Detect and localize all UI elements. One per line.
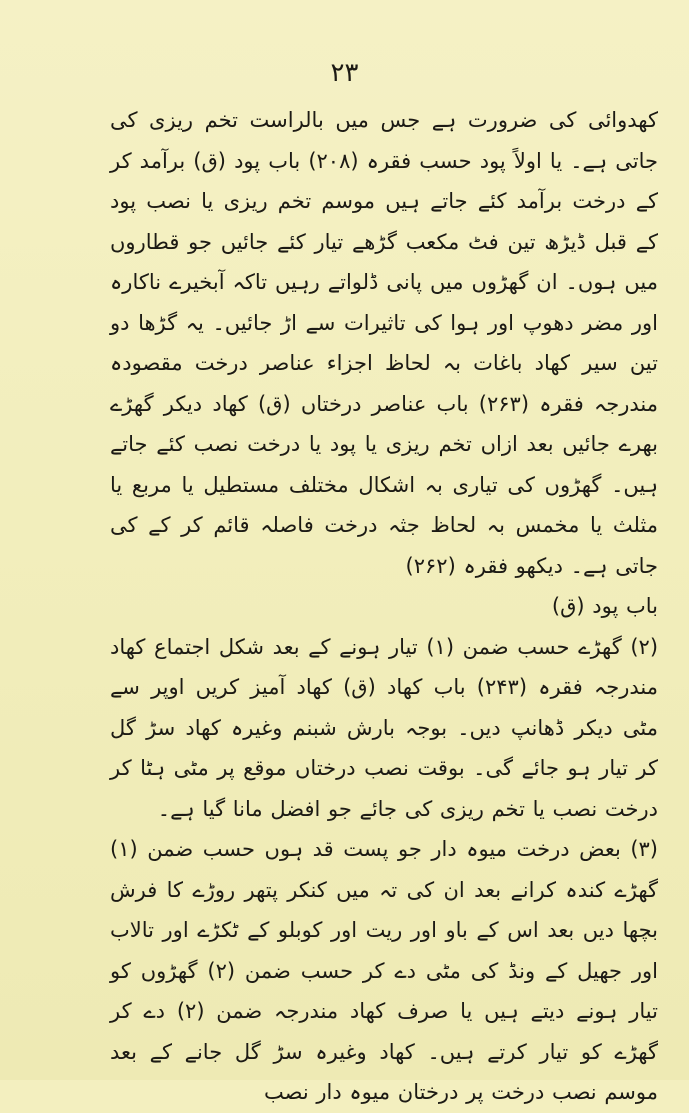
paragraph-1: کھدوائی کی ضرورت ہے جس میں بالراست تخم ریزی کی جاتی ہے۔ یا اولاً پود حسب فقرہ (۲۰۸) باب پود (ق) برآمد کر کے درخت برآمد کئے جاتے ہیں موسم تخم ریزی یا نصب پود کے قبل ڈیڑھ تین فٹ مکعب گڑھے تیار کئے جائیں جو قطاروں میں ہوں۔ ان گھڑوں میں پانی ڈلواتے رہیں تاکہ آبخیرے ناکارہ اور مضر دھوپ اور ہوا کی تاثیرات سے اڑ جائیں۔ یہ گڑھا دو تین سیر کھاد باغات بہ لحاظ اجزاء عناصر درخت مقصودہ مندرجہ فقرہ (۲۶۳) باب عناصر درختاں (ق) کھاد دیکر گھڑے بھرے جائیں بعد ازاں تخم ریزی یا پود یا درخت نصب کئے جاتے ہیں۔ گھڑوں کی تیاری بہ اشکال مختلف مستطیل یا مربع یا مثلث یا مخمس بہ لحاظ جثہ درخت فاصلہ قائم کر کے کی جاتی ہے۔ دیکھو فقرہ (۲۶۲)	[110, 108, 658, 578]
page-number: ۲۳	[330, 58, 359, 88]
paragraph-3: (۳) بعض درخت میوہ دار جو پست قد ہوں حسب ضمن (۱) گھڑے کندہ کرانے بعد ان کی تہ میں کنکر پتھر روڑے کا فرش بچھا دیں بعد اس کے باو اور ریت اور کوبلو کے ٹکڑے اور تالاب اور جھیل کے ونڈ کی مٹی دے کر حسب ضمن (۲) گھڑوں کو تیار ہونے دیتے ہیں یا صرف کھاد مندرجہ ضمن (۲) دے کر گھڑے کو تیار کرتے ہیں۔ کھاد وغیرہ سڑ گل جانے کے بعد موسم نصب درخت پر درختان میوہ دار نصب	[110, 837, 659, 1104]
body-text	[110, 100, 658, 1113]
paragraph-2: (۲) گھڑے حسب ضمن (۱) تیار ہونے کے بعد شکل اجتماع کھاد مندرجہ فقرہ (۲۴۳) باب کھاد (ق) کھاد آمیز کریں اوپر سے مٹی دیکر ڈھانپ دیں۔ بوجہ بارش شبنم وغیرہ کھاد سڑ گل کر تیار ہو جائے گی۔ بوقت نصب درختاں موقع پر مٹی ہٹا کر درخت نصب یا تخم ریزی کی جائے جو افضل مانا گیا ہے۔	[110, 634, 659, 821]
paragraph-1-tail: باب پود (ق)	[551, 594, 658, 618]
